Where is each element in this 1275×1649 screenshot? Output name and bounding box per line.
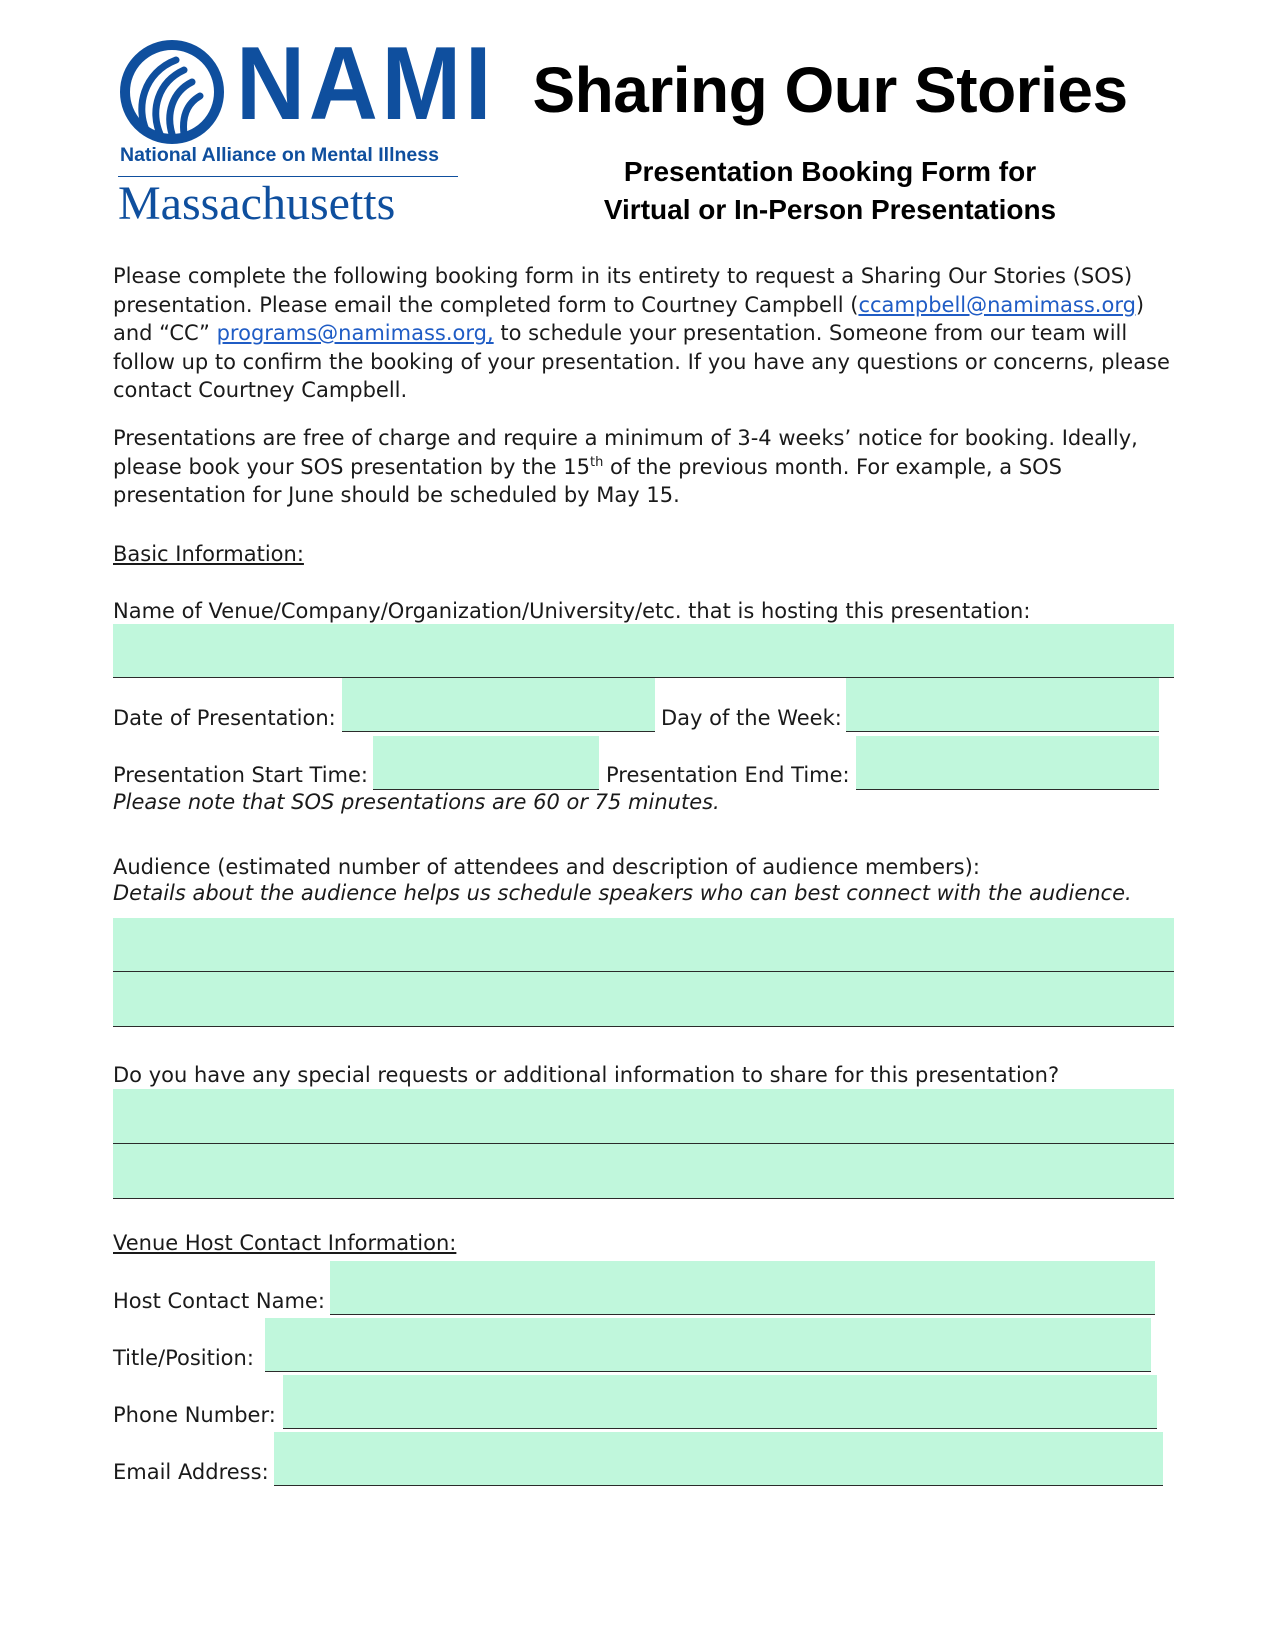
audience-note: Details about the audience helps us schedule speakers who can best connect with the audience. xyxy=(113,881,1132,905)
basic-info-heading: Basic Information: xyxy=(113,542,304,566)
day-input[interactable] xyxy=(846,678,1159,732)
intro-paragraph xyxy=(113,262,1173,405)
date-label: Date of Presentation: xyxy=(113,706,336,730)
subtitle-line-1: Presentation Booking Form for xyxy=(623,156,1037,187)
nami-swirl-icon xyxy=(118,38,230,146)
nami-org-name: National Alliance on Mental Illness xyxy=(120,144,439,166)
host-name-input[interactable] xyxy=(330,1261,1155,1315)
host-email-input[interactable] xyxy=(274,1432,1163,1486)
nami-logo xyxy=(118,26,496,238)
requests-label: Do you have any special requests or additional information to share for this presentation? xyxy=(113,1063,1060,1087)
host-phone-label: Phone Number: xyxy=(113,1403,276,1427)
host-title-label: Title/Position: xyxy=(113,1346,254,1370)
date-input[interactable] xyxy=(342,678,655,732)
nami-wordmark: NAMI xyxy=(236,26,496,142)
email-link-programs[interactable]: programs@namimass.org, xyxy=(216,321,494,345)
requests-underline-1 xyxy=(113,1143,1174,1144)
intro-text-2: ) and “CC” xyxy=(113,292,1145,345)
intro-text-3: to schedule your presentation. Someone from our team will follow up to confirm the booking of your presentation. If you have any questions or concerns, please contact Courtney Campbell. xyxy=(113,321,1170,402)
notice-text-1: Presentations are free of charge and require a minimum of 3-4 weeks’ notice for booking. Ideally, please book your SOS presentation by the 15 xyxy=(113,426,1138,479)
day-label: Day of the Week: xyxy=(661,706,842,730)
email-link-ccampbell[interactable]: ccampbell@namimass.org xyxy=(858,292,1136,317)
start-time-label: Presentation Start Time: xyxy=(113,763,369,787)
duration-note: Please note that SOS presentations are 60 or 75 minutes. xyxy=(113,790,720,814)
ordinal-suffix: th xyxy=(590,454,604,470)
page-subtitle xyxy=(520,153,1140,229)
subtitle-line-2: Virtual or In-Person Presentations xyxy=(603,194,1057,225)
host-email-label: Email Address: xyxy=(113,1460,269,1484)
nami-state-name: Massachusetts xyxy=(118,177,396,230)
host-phone-input[interactable] xyxy=(283,1375,1157,1429)
page-title: Sharing Our Stories xyxy=(532,54,1128,126)
venue-label: Name of Venue/Company/Organization/University/etc. that is hosting this presentation: xyxy=(113,599,1031,623)
notice-text-2: of the previous month. For example, a SOS presentation for June should be scheduled by May 15. xyxy=(113,454,1063,507)
audience-textarea[interactable] xyxy=(113,918,1174,1027)
audience-underline-1 xyxy=(113,971,1174,972)
start-time-input[interactable] xyxy=(373,736,599,790)
host-title-input[interactable] xyxy=(265,1318,1151,1372)
notice-paragraph xyxy=(113,424,1173,510)
end-time-input[interactable] xyxy=(856,736,1159,790)
venue-input[interactable] xyxy=(113,624,1174,678)
host-info-heading: Venue Host Contact Information: xyxy=(113,1231,457,1255)
host-name-label: Host Contact Name: xyxy=(113,1289,325,1313)
end-time-label: Presentation End Time: xyxy=(606,763,850,787)
audience-label: Audience (estimated number of attendees and description of audience members): xyxy=(113,855,980,879)
requests-textarea[interactable] xyxy=(113,1089,1174,1199)
intro-text-1: Please complete the following booking form in its entirety to request a Sharing Our Stories (SOS) presentation. Please email the completed form to Courtney Campbell ( xyxy=(113,264,1133,317)
